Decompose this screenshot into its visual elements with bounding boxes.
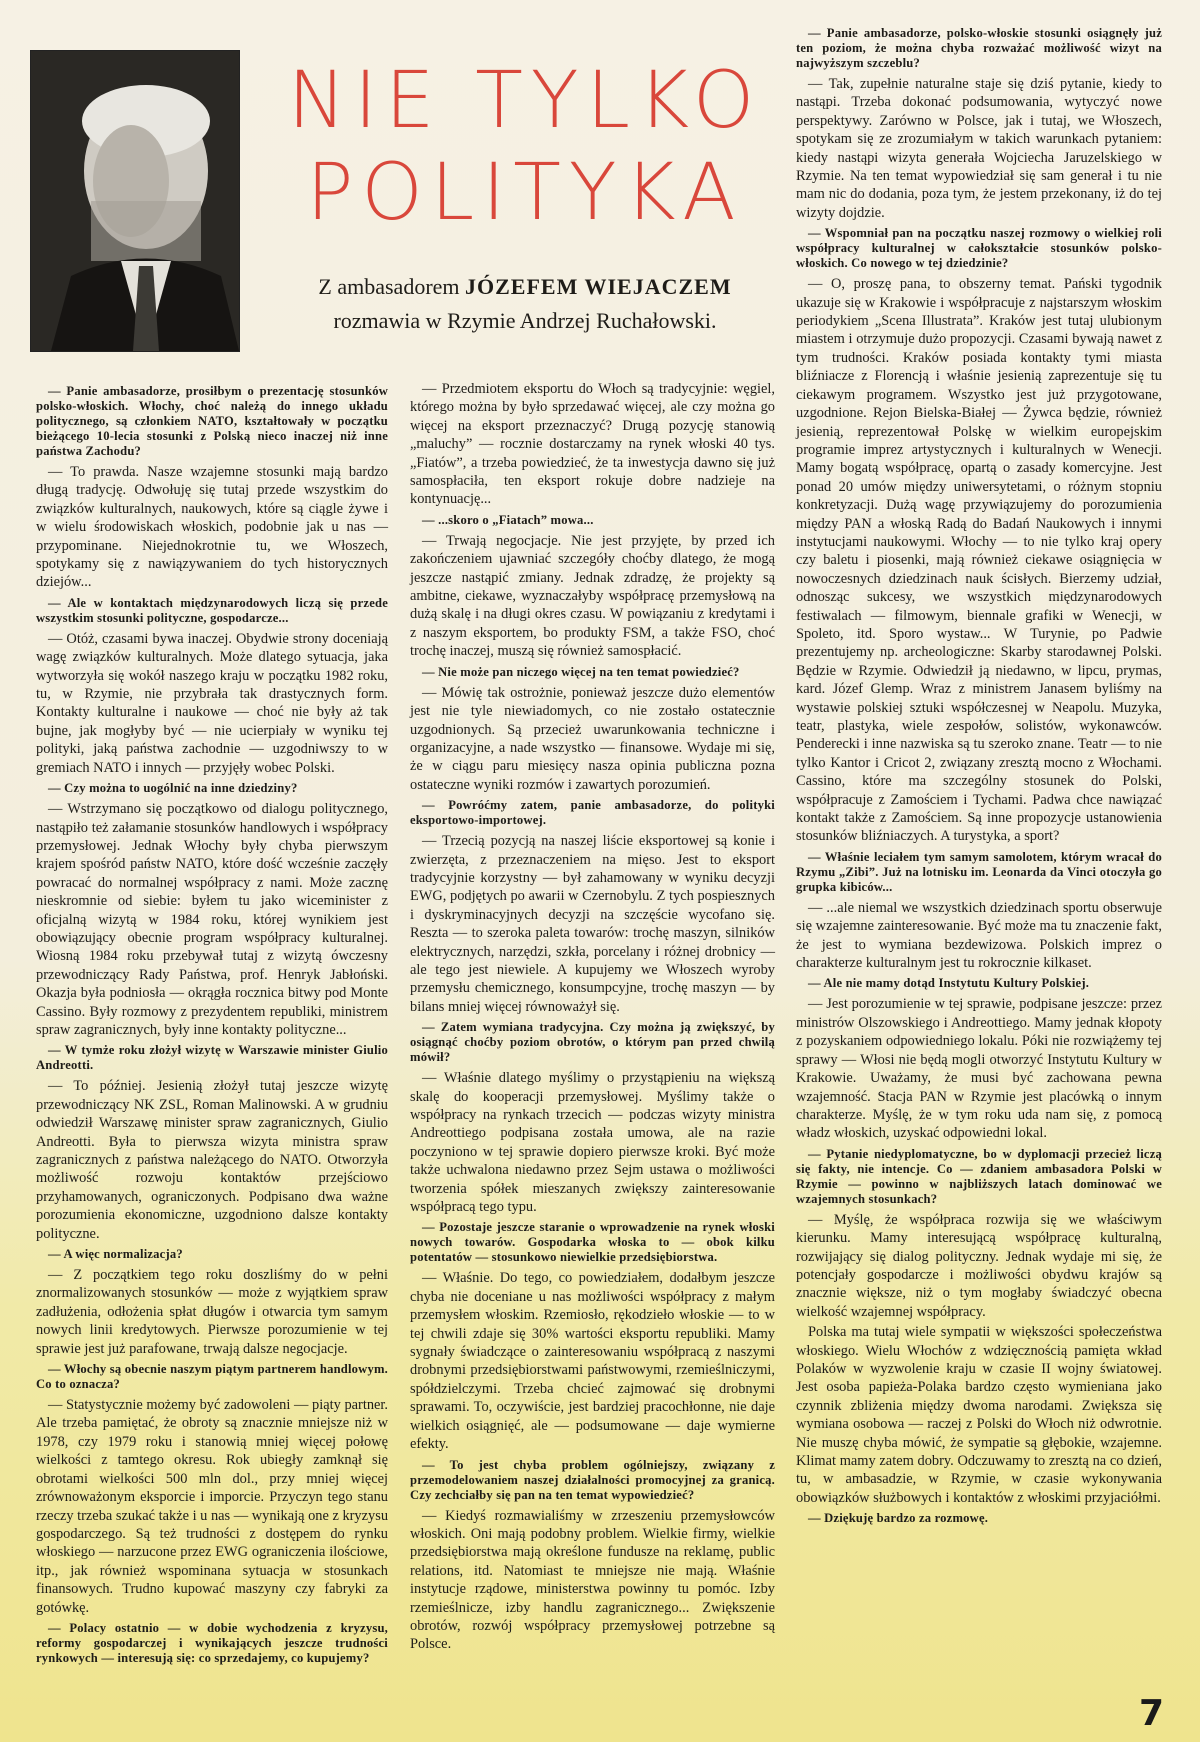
interviewer-question: — Ale nie mamy dotąd Instytutu Kultury Polskiej. (808, 976, 1090, 991)
answer-paragraph: — Przedmiotem eksportu do Włoch są tradycyjnie: węgiel, którego można by było sprzedawać więcej, ale czy można go więcej na eksport przeznaczyć? Drugą pozycję stanowią „maluchy” — rocznie dostarczamy na rynek włoski 40 tys. „Fiatów”, a trzeba powiedzieć, że ta inwestycja dawno się już samospłaciła, ten eksport rokuje dobre nadzieje na kontynuację... (410, 381, 775, 508)
title-line-2: POLITYKA (306, 148, 744, 238)
portrait-illustration (31, 51, 239, 351)
page-number: 7 (1138, 1693, 1164, 1734)
portrait-photo (30, 50, 240, 352)
interviewer-question: — Włochy są obecnie naszym piątym partnerem handlowym. Co to oznacza? (36, 1362, 388, 1392)
text-column-1 (36, 380, 388, 1670)
answer-paragraph: — Z początkiem tego roku doszliśmy do w pełni znormalizowanych stosunków — może z wyjątkiem spraw zadłużenia, odłożenia spłat długów i otwarcia tym samym nowych linii kredytowych. Pierwsze porozumienie w tej sprawie jest już parafowane, trwają dalsze negocjacje. (36, 1267, 388, 1357)
interviewer-question: — Właśnie leciałem tym samym samolotem, którym wracał do Rzymu „Zibi”. Już na lotnisku im. Leonarda da Vinci otoczyła go grupka kibiców... (796, 849, 1162, 894)
interviewer-question: — Wspomniał pan na początku naszej rozmowy o wielkiej roli współpracy kulturalnej w całokształcie stosunków polsko-włoskich. Co nowego w tej dziedzinie? (796, 226, 1162, 271)
answer-paragraph: Polska ma tutaj wiele sympatii w większości społeczeństwa włoskiego. Wielu Włochów z wdzięcznością pamięta wkład Polaków w wyzwolenie kraju w czasie II wojny światowej. Jest osoba papieża-Polaka bardzo często wymieniana jako czynnik zbliżenia między dwoma narodami. Zwiększa się wymiana osobowa — raczej z Polski do Włoch niż odwrotnie. Nie muszę chyba mówić, że sympatie są głębokie, wzajemne. Klimat mamy zatem dobry. Odczuwamy to zresztą na co dzień, tu, w ambasadzie, w Rzymie, w czasie wykonywania obowiązków służbowych i kontaktów z włoskimi przyjaciółmi. (796, 1324, 1162, 1506)
interviewer-question: — Powróćmy zatem, panie ambasadorze, do polityki eksportowo-importowej. (410, 798, 775, 828)
interviewer-question: — To jest chyba problem ogólniejszy, związany z przemodelowaniem naszej działalności promocyjnej za granicą. Czy zechciałby się pan na ten temat wypowiedzieć? (410, 1457, 775, 1502)
answer-paragraph: — Wstrzymano się początkowo od dialogu politycznego, nastąpiło też załamanie stosunków handlowych i współpracy przemysłowej. Jednak Włochy były chyba pierwszym krajem spośród państw NATO, które dość wcześnie zaczęły powracać do normalnej współpracy z nami. Może zacznę nieskromnie od siebie: byłem tu jako wiceminister z oficjalną wizytą w 1984 roku, której wynikiem jest obowiązujący obecnie program współpracy kulturalnej. Wiosną 1984 roku przebywał tutaj z wizytą ówczesny przewodniczący Rady Państwa, prof. Henryk Jabłoński. Okazja była podniosła — okrągła rocznica bitwy pod Monte Cassino. Były rozmowy z prezydentem republiki, ministrem spraw zagranicznych, były inne kontakty polityczne... (36, 801, 388, 1038)
interviewer-question: — Dziękuję bardzo za rozmowę. (808, 1511, 989, 1526)
text-column-2 (410, 380, 775, 1656)
interviewer-question: — Polacy ostatnio — w dobie wychodzenia z kryzysu, reformy gospodarczej i wynikających jeszcze trudności rynkowych — interesują się: co sprzedajemy, co kupujemy? (36, 1620, 388, 1665)
answer-paragraph: — Myślę, że współpraca rozwija się we właściwym kierunku. Mamy interesującą współpracę kulturalną, rozwijający się dialog polityczny. Jednak wydaje mi się, że potencjały gospodarcze i możliwości obydwu krajów są znacznie większe, niż o tym mogłaby świadczyć obecna wielkość wzajemnej współpracy. (796, 1211, 1162, 1320)
answer-paragraph: — Właśnie dlatego myślimy o przystąpieniu na większą skalę do kooperacji przemysłowej. Myślimy także o współpracy na rynkach trzecich — podczas wizyty ministra Andreottiego podpisana została umowa, ale na razie poczyniono w tej sprawie dopiero pierwsze kroki. Być może także uchwalona niedawno przez Sejm ustawa o możliwości tworzenia spółek mieszanych zwiększy zainteresowanie współpracą tego typu. (410, 1070, 775, 1216)
answer-paragraph: — ...ale niemal we wszystkich dziedzinach sportu obserwuje się wzajemne zainteresowanie. Być może ma tu znaczenie fakt, że jest to wymiana bezdewizowa. Polskich imprez o charakterze kulturalnym jest tu rokrocznie kilkaset. (796, 899, 1162, 972)
article-subtitle (255, 270, 795, 338)
interviewer-question: — Ale w kontaktach międzynarodowych liczą się przede wszystkim stosunki polityczne, gospodarcze... (36, 595, 388, 625)
article-title (255, 55, 795, 239)
interviewer-question: — Nie może pan niczego więcej na ten temat powiedzieć? (422, 664, 740, 679)
answer-paragraph: — To później. Jesienią złożył tutaj jeszcze wizytę przewodniczący NK ZSL, Roman Malinowski. A w grudniu odwiedził Warszawę minister spraw zagranicznych, Giulio Andreotti. Była to pierwsza wizyta ministra spraw zagranicznych z państwa należącego do NATO. Otworzyła możliwość rozwoju kontaktów przejściowo przyhamowanych, ograniczonych. Podpisano dwa ważne porozumienia ekonomiczne, uzgodniono dalsze kontakty polityczne. (36, 1078, 388, 1242)
answer-paragraph: — Trzecią pozycją na naszej liście eksportowej są konie i zwierzęta, z przeznaczeniem na mięso. Jest to eksport tradycyjnie korzystny — był zahamowany w wyniku decyzji EWG, podjętych po awarii w Czernobylu. Z tych pospiesznych i dyskryminacyjnych decyzji na szczęście wycofano się. Reszta — to szeroka paleta towarów: trochę maszyn, silników elektrycznych, narzędzi, szkła, porcelany i różnej drobnicy — ale tego jest niewiele. A kupujemy we Włoszech wyroby przemysłu chemicznego, konsumpcyjne, trochę maszyn — by bilans mniej więcej równoważył się. (410, 833, 775, 1015)
answer-paragraph: — Otóż, czasami bywa inaczej. Obydwie strony doceniają wagę związków kulturalnych. Może dlatego sytuacja, jaka wytworzyła się wokół naszego kraju w początku 1982 roku, tu, w Rzymie, nie przybrała tak drastycznych form. Kontakty kulturalne i naukowe — choć nie były aż tak bujne, jak mogłyby być — nie ucierpiały w wyniku tej polityki, jaką państwa zachodnie — uzgodniwszy to w gremiach NATO i innych — przyjęły wobec Polski. (36, 630, 388, 776)
subtitle-byline: rozmawia w Rzymie Andrzej Ruchałowski. (333, 308, 717, 333)
interviewer-question: — ...skoro o „Fiatach” mowa... (422, 512, 594, 527)
answer-paragraph: — Jest porozumienie w tej sprawie, podpisane jeszcze: przez ministrów Olszowskiego i Andreottiego. Mamy jednak kłopoty z pozyskaniem odpowiedniego lokalu. Póki nie rozwiążemy tej sprawy — Włosi nie będą mogli otworzyć Instytutu Kultury w Krakowie. Uważamy, że musi być zachowana pewna wzajemność. Stacja PAN w Rzymie jest placówką o innym charakterze. Myślę, że w tym roku uda nam się, z pomocą władz włoskich, uzyskać odpowiedni lokal. (796, 996, 1162, 1142)
answer-paragraph: — Właśnie. Do tego, co powiedziałem, dodałbym jeszcze chyba nie doceniane u nas możliwości współpracy z małym przemysłem włoskim. Rzemiosło, rękodzieło włoskie — to w tej chwili zdaje się 30% wartości eksportu republiki. Mamy sygnały świadczące o zainteresowaniu współpracą z naszymi drobnymi przedsiębiorstwami państwowymi, rzemieślniczymi, spółdzielczymi. Trzeba chcieć zajmować się drobnymi sprawami. To, oczywiście, jest bardziej pracochłonne, nie daje wielkich osiągnięć, ale — podsumowane — daje wymierne efekty. (410, 1270, 775, 1453)
interviewer-question: — A więc normalizacja? (48, 1247, 183, 1262)
answer-paragraph: — O, proszę pana, to obszerny temat. Pański tygodnik ukazuje się w Krakowie i współpracuje z najstarszym włoskim periodykiem „Scena Illustrata”. Kraków jest tutaj ulubionym miastem i otrzymuje dużo propozycji. Czasami bywają nawet z tym trudności. Kraków posiada kontakty tymi miasta bliźniacze z Florencją i właśnie jesienią zaprezentuje się tu ciekawym programem. Wszystko jest już przygotowane, uzgodnione. Rejon Bielska-Białej — Żywca będzie, również jesienią, reprezentował Polskę w wielkim europejskim programie imprez artystycznych i kulturalnych w Wenecji. Mamy bogatą współpracę, opartą o zasady komercyjne. Jest ponad 20 umów między uniwersytetami, o różnym stopniu konkretyzacji. Dużą wagę przywiązujemy do porozumienia między PAN a włoską Radą do Badań Naukowych i innymi instytucjami naukowymi. Włochy — to nie tylko kraj opery czy baletu i piosenki, mają również ciekawe osiągnięcia w nowoczesnych dziedzinach nauk ścisłych. Bierzemy udział, odnosząc sukcesy, we wszystkich międzynarodowych festiwalach — filmowym, biennale grafiki w Wenecji, w Spoleto, itd. Sporo wystaw... W Turynie, po Padwie prezentujemy np. archeologiczne: Skarby starodawnej Polski. Będzie w Rzymie. Odwiedził ją niedawno, w lipcu, prymas, kard. Józef Glemp. Wraz z ministrem Janasem byliśmy na wystawie polskiej sztuki współczesnej w Neapolu. Muzyka, teatr, plastyka, wiele zespołów, solistów, wykonawców. Penderecki i inne nazwiska są tu szeroko znane. Teatr — to nie tylko Kantor i Cricot 2, związany zresztą mocno z Włochami. Cassino, które ma szczególny stosunek do Polski, współpracuje z Zamościem i Tychami. Padwa chce nawiązać kontakt także z Zamościem. Są inne propozycje ustanowienia stosunków bliźniaczych. A turystyka, a sport? (796, 276, 1162, 845)
text-column-3 (796, 22, 1162, 1530)
answer-paragraph: — Trwają negocjacje. Nie jest przyjęte, by przed ich zakończeniem ujawniać szczegóły choćby dlatego, że mogą jeszcze nastąpić zmiany. Jednak zdradzę, że projekty są ambitne, ciekawe, wyznaczałyby współpracę przemysłową na dużą skalę i na długi okres czasu. W powiązaniu z kredytami i z naszym eksportem, bo produkty FSM, a także FSO, choć trochę inaczej, muszą się również samospłacić. (410, 532, 775, 660)
interviewer-question: — Zatem wymiana tradycyjna. Czy można ją zwiększyć, by osiągnąć choćby poziom obrotów, o którym pan przed chwilą mówił? (410, 1020, 775, 1065)
interviewer-question: — Panie ambasadorze, polsko-włoskie stosunki osiągnęły już ten poziom, że można chyba rozważać możliwość wizyt na najwyższym szczeblu? (796, 26, 1162, 70)
title-line-1: NIE TYLKO (287, 56, 763, 146)
interviewer-question: — Czy można to uogólnić na inne dziedziny? (48, 781, 298, 796)
answer-paragraph: — Kiedyś rozmawialiśmy w zrzeszeniu przemysłowców włoskich. Oni mają podobny problem. Wielkie firmy, wielkie przedsiębiorstwa mają określone fundusze na reklamę, public relations, itd. Natomiast te mniejsze nie mają. Właśnie instytucje rządowe, ministerstwa powinny tu pomóc. Izby rzemieślnicze, izby handlu zagranicznego... Zwiększenie obrotów, rozwój współpracy przemysłowej potrzebne są Polsce. (410, 1507, 775, 1653)
answer-paragraph: — Mówię tak ostrożnie, ponieważ jeszcze dużo elementów jest nie tyle niewiadomych, co nie zostało ostatecznie uzgodnionych. Są przecież uwarunkowania techniczne i organizacyjne, a nade wszystko — finansowe. Wydaje mi się, że w ciągu paru miesięcy nasza opinia publiczna pozna ostateczne wyniki rozmów i zawartych porozumień. (410, 684, 775, 793)
interviewer-question: — Pytanie niedyplomatyczne, bo w dyplomacji przecież liczą się fakty, nie intencje. Co — zdaniem ambasadora Polski w Rzymie — powinno w najbliższych latach dominować we wzajemnych stosunkach? (796, 1146, 1162, 1206)
interviewee-name: JÓZEFEM WIEJACZEM (465, 274, 732, 299)
answer-paragraph: — Tak, zupełnie naturalne staje się dziś pytanie, kiedy to nastąpi. Trzeba dokonać podsumowania, wytyczyć nowe perspektywy. Zarówno w Polsce, jak i tutaj, we Włoszech, spotykam się ze zrozumiałym w takich warunkach pytaniem: kiedy nastąpi wizyta generała Wojciecha Jaruzelskiego w Rzymie. Na ten temat wypowiedział się sam generał i tu nie mam nic do dodania, poza tym, że jestem przekonany, iż do tej wizyty dojdzie. (796, 76, 1162, 221)
subtitle-prefix: Z ambasadorem (318, 274, 460, 299)
interviewer-question: — Panie ambasadorze, prosiłbym o prezentację stosunków polsko-włoskich. Włochy, choć należą do innego układu politycznego, są członkiem NATO, kształtowały w początku bieżącego 10-lecia stosunki z Polską nieco inaczej niż inne państwa Zachodu? (36, 384, 388, 458)
interviewer-question: — Pozostaje jeszcze staranie o wprowadzenie na rynek włoski nowych towarów. Gospodarka włoska to — obok kilku potentatów — stosunkowo niewielkie przedsiębiorstwa. (410, 1220, 775, 1265)
interviewer-question: — W tymże roku złożył wizytę w Warszawie minister Giulio Andreotti. (36, 1043, 388, 1073)
answer-paragraph: — To prawda. Nasze wzajemne stosunki mają bardzo długą tradycję. Odwołuję się tutaj przede wszystkim do związków kulturalnych, naukowych, które są ciągle żywe i w wielu środowiskach włoskich, podobnie jak u nas — przypominane. Niejednokrotnie tu, we Włoszech, spotykamy się z nawiązywaniem do tych historycznych dziejów... (36, 464, 388, 591)
answer-paragraph: — Statystycznie możemy być zadowoleni — piąty partner. Ale trzeba pamiętać, że obroty są znacznie mniejsze niż w 1978, czy 1979 roku i stanowią mniej więcej połowę wielkości z tamtego okresu. Rok ubiegły zamknął się obrotami wielkości 500 mln dol., przy mniej więcej zrównoważonym eksporcie i imporcie. Przyczyn tego stanu rzeczy trzeba szukać także i u nas — wynikają one z kryzysu gospodarczego. Są też trudności z dostępem do rynku włoskiego — narzucone przez EWG ograniczenia ilościowe, itp., jak również wspominana sytuacja w stosunkach finansowych. Trudno kupować maszyny czy fabryki za gotówkę. (36, 1397, 389, 1616)
